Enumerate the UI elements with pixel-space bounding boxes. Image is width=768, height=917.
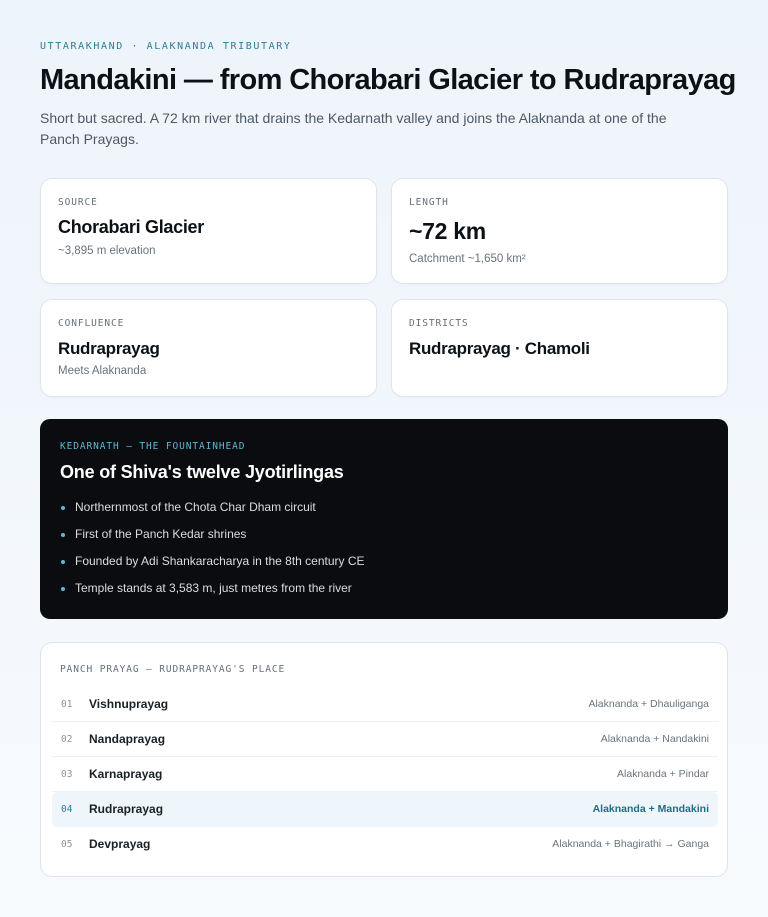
prayag-name: Karnaprayag xyxy=(89,767,163,781)
confluence-card xyxy=(40,299,377,397)
bullet-icon xyxy=(61,533,65,537)
prayag-name: Nandaprayag xyxy=(89,732,166,746)
source-value: Chorabari Glacier xyxy=(58,217,204,237)
bullet-icon xyxy=(61,587,65,591)
prayag-rivers: Alaknanda + Dhauliganga xyxy=(588,698,709,710)
districts-label: DISTRICTS xyxy=(409,318,469,329)
prayag-name: Rudraprayag xyxy=(89,802,164,816)
kedarnath-point-text: First of the Panch Kedar shrines xyxy=(75,527,247,541)
districts-value: Rudraprayag · Chamoli xyxy=(409,339,590,358)
source-note: ~3,895 m elevation xyxy=(58,245,156,257)
confluence-label: CONFLUENCE xyxy=(58,318,125,329)
panch-prayag-label: PANCH PRAYAG — RUDRAPRAYAG'S PLACE xyxy=(60,664,286,675)
panch-prayag-card xyxy=(40,642,728,877)
bullet-icon xyxy=(61,560,65,564)
prayag-rivers: Alaknanda + Bhagirathi → Ganga xyxy=(552,838,709,850)
prayag-rivers: Alaknanda + Nandakini xyxy=(600,733,709,745)
prayag-row xyxy=(52,757,718,792)
prayag-number: 02 xyxy=(61,734,73,745)
source-label: SOURCE xyxy=(58,197,98,208)
length-value: ~72 km xyxy=(409,218,486,244)
prayag-row xyxy=(52,827,718,862)
confluence-note: Meets Alaknanda xyxy=(58,365,147,377)
districts-card xyxy=(391,299,728,397)
prayag-row xyxy=(52,722,718,757)
kedarnath-point-text: Founded by Adi Shankaracharya in the 8th century CE xyxy=(75,554,365,568)
prayag-number: 04 xyxy=(61,804,73,815)
length-card xyxy=(391,178,728,284)
kedarnath-heading: One of Shiva's twelve Jyotirlingas xyxy=(60,462,344,482)
prayag-row xyxy=(52,687,718,722)
kedarnath-point xyxy=(60,580,365,607)
eyebrow: UTTARAKHAND · ALAKNANDA TRIBUTARY xyxy=(40,41,292,52)
source-card xyxy=(40,178,377,284)
prayag-name: Devprayag xyxy=(89,837,151,851)
prayag-list xyxy=(52,687,718,862)
prayag-number: 01 xyxy=(61,699,73,710)
bullet-icon xyxy=(61,506,65,510)
kedarnath-point xyxy=(60,553,365,580)
length-label: LENGTH xyxy=(409,197,449,208)
prayag-rivers: Alaknanda + Mandakini xyxy=(592,803,709,815)
page-subtitle: Short but sacred. A 72 km river that drains the Kedarnath valley and joins the Alaknanda at one of the Panch Prayags. xyxy=(40,110,667,147)
kedarnath-label: KEDARNATH — THE FOUNTAINHEAD xyxy=(60,441,246,452)
prayag-number: 05 xyxy=(61,839,73,850)
kedarnath-points xyxy=(60,499,365,607)
confluence-value: Rudraprayag xyxy=(58,339,160,358)
prayag-name: Vishnuprayag xyxy=(89,697,169,711)
kedarnath-panel xyxy=(40,419,728,619)
kedarnath-point-text: Temple stands at 3,583 m, just metres from the river xyxy=(75,581,352,595)
length-note: Catchment ~1,650 km² xyxy=(409,253,526,265)
kedarnath-point-text: Northernmost of the Chota Char Dham circuit xyxy=(75,500,316,514)
prayag-rivers: Alaknanda + Pindar xyxy=(617,768,709,780)
kedarnath-point xyxy=(60,526,365,553)
page-title: Mandakini — from Chorabari Glacier to Rudraprayag xyxy=(40,64,736,96)
kedarnath-point xyxy=(60,499,365,526)
prayag-number: 03 xyxy=(61,769,73,780)
prayag-row-highlighted xyxy=(52,792,718,827)
